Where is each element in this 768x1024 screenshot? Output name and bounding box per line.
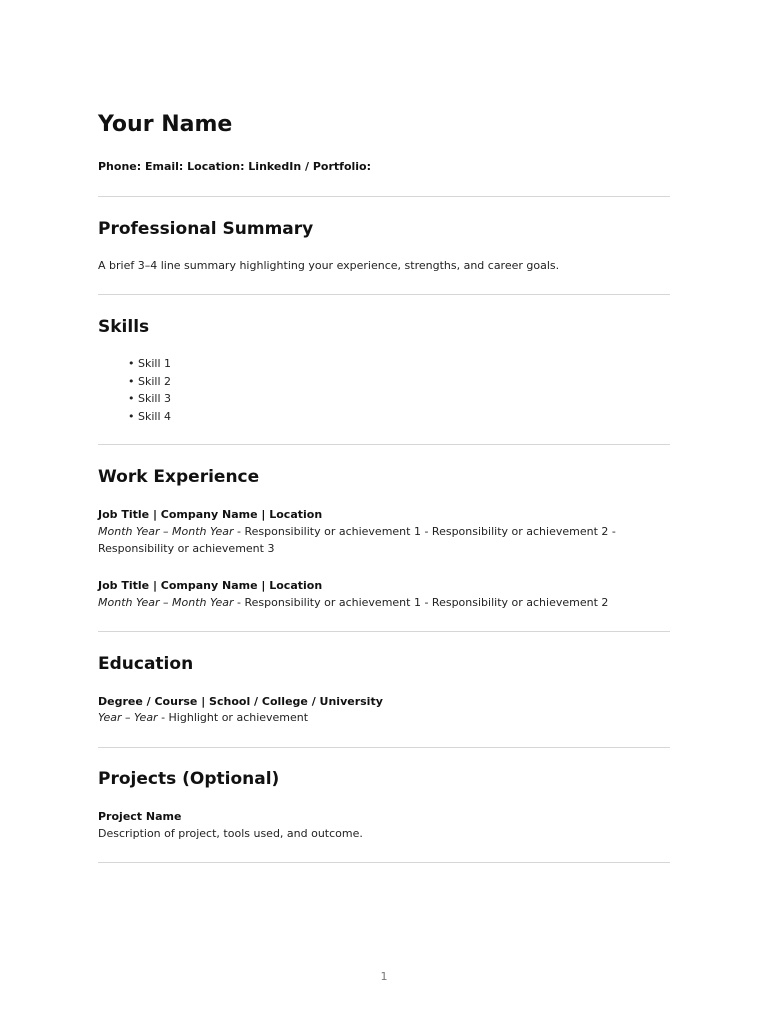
job-details: [98, 594, 608, 611]
summary-text: A brief 3–4 line summary highlighting your experience, strengths, and career goals.: [98, 259, 560, 272]
page-number: 1: [380, 970, 388, 983]
job-responsibilities: - Responsibility or achievement 1 - Responsibility or achievement 2 - Responsibility or achievement 3: [98, 525, 616, 555]
job-details: [98, 523, 670, 557]
job-title: Job Title | Company Name | Location: [98, 579, 323, 592]
degree-line: Degree / Course | School / College / University: [98, 695, 383, 708]
section-divider: [98, 294, 670, 295]
section-divider: [98, 444, 670, 445]
section-divider: [98, 862, 670, 863]
skills-list: [128, 355, 171, 426]
section-divider: [98, 747, 670, 748]
section-divider: [98, 196, 670, 197]
job-title: Job Title | Company Name | Location: [98, 508, 323, 521]
job-responsibilities: - Responsibility or achievement 1 - Responsibility or achievement 2: [233, 596, 609, 609]
project-name: Project Name: [98, 810, 182, 823]
skill-item: • Skill 4: [128, 410, 172, 424]
experience-heading: Work Experience: [98, 467, 260, 487]
skill-item: • Skill 3: [128, 392, 172, 406]
skills-heading: Skills: [98, 317, 150, 337]
section-divider: [98, 631, 670, 632]
job-dates: Month Year – Month Year: [98, 596, 234, 609]
education-heading: Education: [98, 654, 194, 674]
education-details: [98, 709, 308, 726]
job-dates: Month Year – Month Year: [98, 525, 234, 538]
summary-heading: Professional Summary: [98, 219, 314, 239]
resume-name: Your Name: [98, 112, 233, 137]
project-description: Description of project, tools used, and outcome.: [98, 827, 363, 840]
skill-item: • Skill 2: [128, 374, 172, 388]
projects-heading: Projects (Optional): [98, 769, 280, 789]
education-dates: Year – Year: [98, 711, 158, 724]
skill-item: • Skill 1: [128, 357, 172, 370]
education-highlight: - Highlight or achievement: [157, 711, 309, 724]
contact-line: Phone: Email: Location: LinkedIn / Portfolio:: [98, 160, 372, 173]
